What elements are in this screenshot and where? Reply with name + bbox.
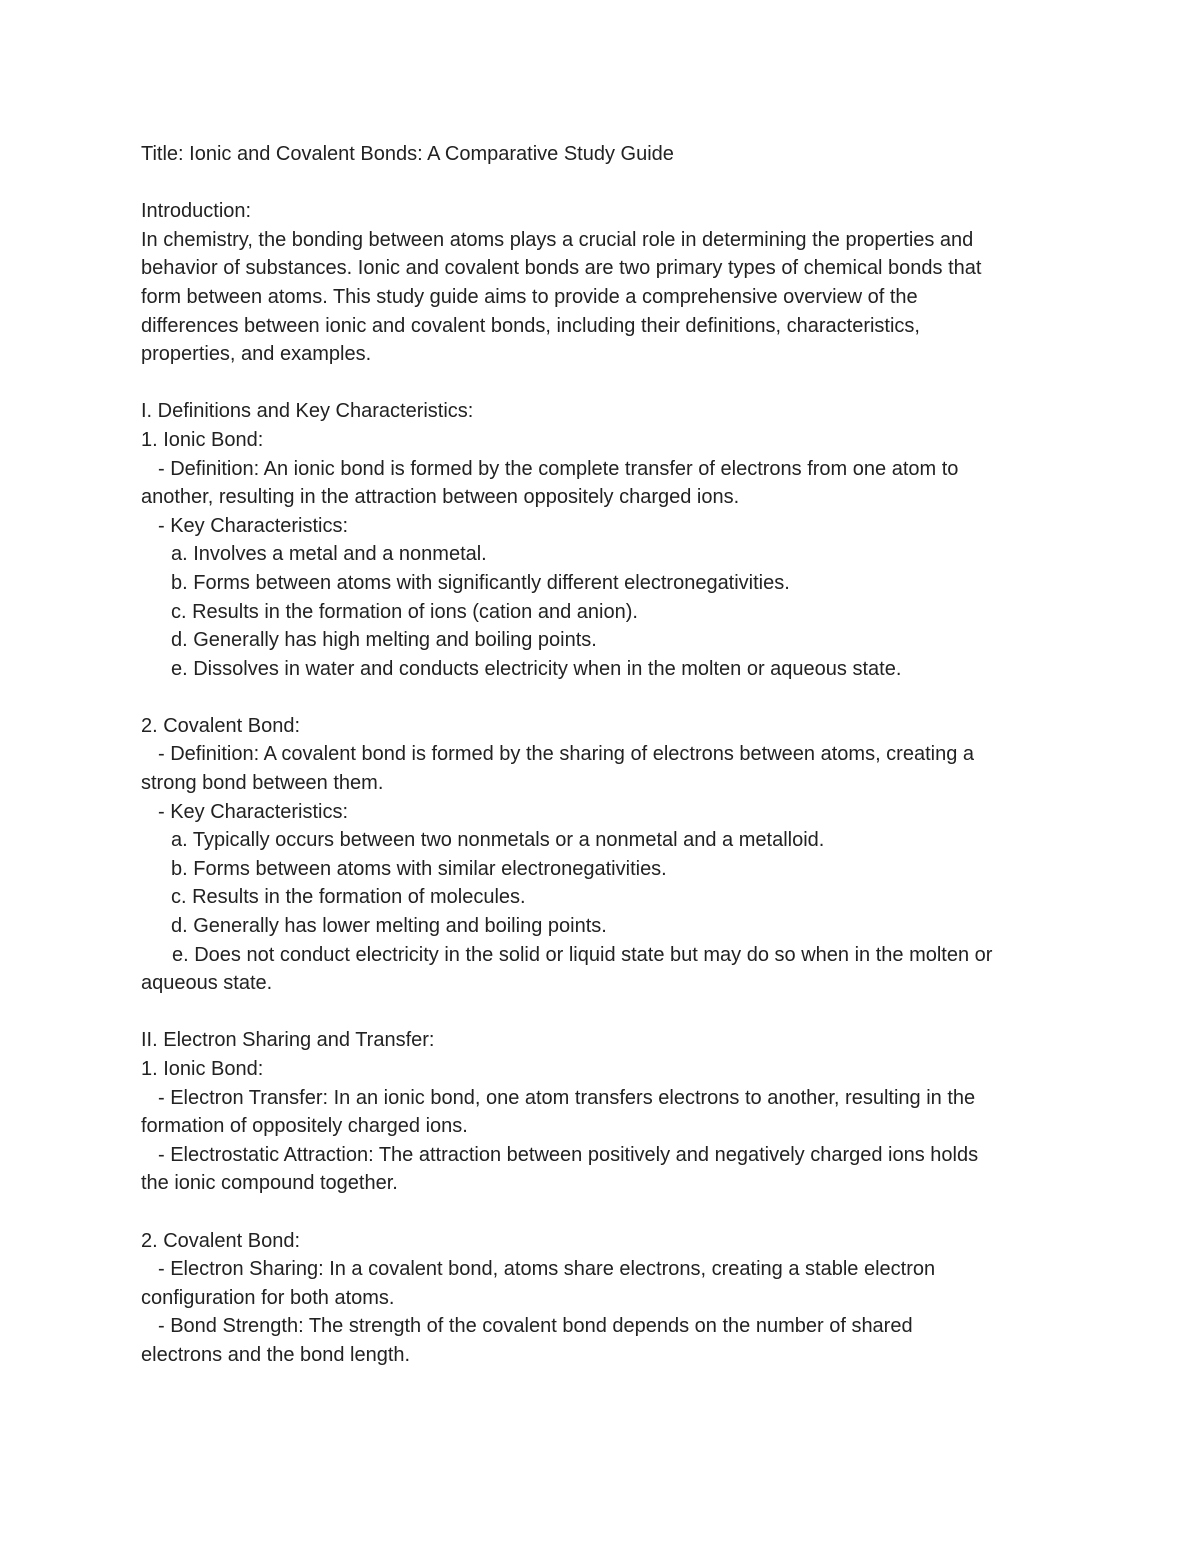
section2-covalent-strength-cont: electrons and the bond length.	[141, 1343, 411, 1366]
section2-ionic-transfer-cont: formation of oppositely charged ions.	[141, 1115, 468, 1138]
section1-ionic-item: b. Forms between atoms with significantly different electronegativities.	[171, 571, 790, 594]
section2-ionic-attraction: - Electrostatic Attraction: The attraction between positively and negatively charged ions holds	[158, 1143, 979, 1166]
intro-line: behavior of substances. Ionic and covalent bonds are two primary types of chemical bonds that	[141, 257, 982, 280]
section2-covalent-heading: 2. Covalent Bond:	[141, 1229, 300, 1252]
section2-ionic-attraction-cont: the ionic compound together.	[141, 1172, 398, 1195]
blank-line	[141, 683, 1071, 712]
blank-line	[141, 169, 1071, 198]
section1-covalent-key-heading: - Key Characteristics:	[158, 800, 349, 823]
section2-covalent-strength: - Bond Strength: The strength of the covalent bond depends on the number of shared	[158, 1315, 913, 1338]
section1-covalent-item: c. Results in the formation of molecules.	[171, 886, 526, 909]
section1-covalent-item-e: e. Does not conduct electricity in the solid or liquid state but may do so when in the molten or	[172, 943, 993, 966]
blank-line	[141, 1198, 1071, 1227]
section1-ionic-item: e. Dissolves in water and conducts electricity when in the molten or aqueous state.	[171, 657, 902, 680]
document-page	[141, 140, 1071, 1370]
section1-ionic-key-heading: - Key Characteristics:	[158, 514, 349, 537]
blank-line	[141, 369, 1071, 398]
document-title: Title: Ionic and Covalent Bonds: A Comparative Study Guide	[141, 143, 674, 165]
section2-covalent-sharing-cont: configuration for both atoms.	[141, 1286, 395, 1309]
section1-ionic-item: a. Involves a metal and a nonmetal.	[171, 543, 487, 566]
section1-covalent-definition-cont: strong bond between them.	[141, 772, 384, 795]
section1-covalent-item: b. Forms between atoms with similar electronegativities.	[171, 857, 667, 880]
section1-ionic-item: d. Generally has high melting and boiling points.	[171, 629, 597, 652]
intro-line: properties, and examples.	[141, 343, 372, 366]
section1-covalent-item-e-cont: aqueous state.	[141, 972, 273, 995]
section1-covalent-heading: 2. Covalent Bond:	[141, 714, 300, 737]
blank-line	[141, 998, 1071, 1027]
section1-ionic-definition: - Definition: An ionic bond is formed by the complete transfer of electrons from one atom to	[158, 457, 959, 480]
section2-covalent-sharing: - Electron Sharing: In a covalent bond, atoms share electrons, creating a stable electron	[158, 1258, 936, 1281]
section2-ionic-transfer: - Electron Transfer: In an ionic bond, one atom transfers electrons to another, resulting in the	[158, 1086, 976, 1109]
section1-covalent-item: a. Typically occurs between two nonmetals or a nonmetal and a metalloid.	[171, 829, 825, 852]
section2-heading: II. Electron Sharing and Transfer:	[141, 1029, 435, 1052]
section1-covalent-definition: - Definition: A covalent bond is formed by the sharing of electrons between atoms, creating a	[158, 743, 975, 766]
intro-line: form between atoms. This study guide aims to provide a comprehensive overview of the	[141, 285, 918, 308]
intro-heading: Introduction:	[141, 200, 252, 223]
section1-heading: I. Definitions and Key Characteristics:	[141, 400, 474, 423]
section1-covalent-item: d. Generally has lower melting and boiling points.	[171, 915, 607, 938]
section1-ionic-item: c. Results in the formation of ions (cation and anion).	[171, 600, 638, 623]
section2-ionic-heading: 1. Ionic Bond:	[141, 1058, 264, 1080]
intro-line: differences between ionic and covalent bonds, including their definitions, characteristics,	[141, 314, 920, 337]
section1-ionic-heading: 1. Ionic Bond:	[141, 428, 264, 451]
intro-line: In chemistry, the bonding between atoms plays a crucial role in determining the properties and	[141, 228, 974, 251]
section1-ionic-definition-cont: another, resulting in the attraction between oppositely charged ions.	[141, 486, 740, 509]
